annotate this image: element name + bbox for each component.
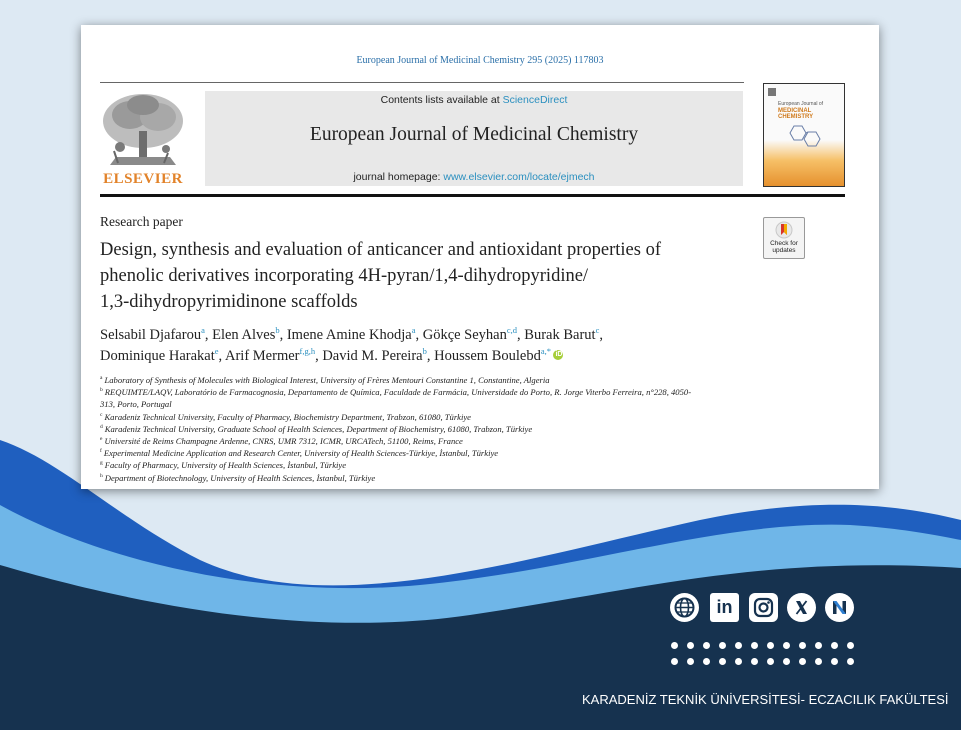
cover-molecule-icon bbox=[784, 122, 828, 152]
affiliation-c bbox=[100, 411, 745, 423]
elsevier-wordmark: ELSEVIER bbox=[103, 171, 183, 187]
affiliation-text: Department of Biotechnology, University of Health Sciences, İstanbul, Türkiye bbox=[104, 472, 376, 483]
author-name[interactable]: Burak Barut bbox=[524, 327, 596, 343]
decorative-dot bbox=[719, 642, 726, 649]
affiliation-mark: f bbox=[100, 448, 102, 455]
affiliation-text: Laboratory of Synthesis of Molecules with Biological Interest, University of Frères Mentouri Constantine 1, Constantine, Algeria bbox=[104, 375, 550, 385]
instagram-icon[interactable] bbox=[749, 593, 778, 622]
author-separator: , bbox=[218, 348, 225, 364]
author-affiliation-mark[interactable]: c bbox=[595, 325, 600, 335]
affiliation-mark: c bbox=[100, 411, 103, 418]
title-line: Design, synthesis and evaluation of anticancer and antioxidant properties of bbox=[100, 240, 661, 260]
x-icon[interactable] bbox=[787, 593, 816, 622]
author-name[interactable]: Houssem Boulebd bbox=[434, 348, 541, 364]
journal-masthead bbox=[205, 91, 743, 186]
affiliation-mark: b bbox=[100, 387, 103, 394]
affiliation-mark: e bbox=[100, 436, 103, 443]
author-name[interactable]: Imene Amine Khodja bbox=[286, 327, 412, 343]
author-separator: , bbox=[279, 327, 287, 343]
affiliation-text: 313, Porto, Portugal bbox=[100, 399, 172, 410]
author-name[interactable]: Dominique Harakat bbox=[100, 348, 215, 364]
author-separator: , bbox=[599, 327, 603, 343]
decorative-dot bbox=[751, 642, 758, 649]
contents-prefix: Contents lists available at bbox=[380, 94, 503, 106]
author-affiliation-mark[interactable]: f,g,h bbox=[299, 346, 316, 356]
decorative-dot bbox=[767, 658, 774, 665]
decorative-dot bbox=[783, 642, 790, 649]
author-name[interactable]: Selsabil Djafarou bbox=[100, 327, 202, 343]
author-affiliation-mark[interactable]: c,d bbox=[506, 325, 518, 335]
author-name[interactable]: Gökçe Seyhan bbox=[422, 327, 507, 343]
contents-line bbox=[205, 94, 743, 106]
homepage-prefix: journal homepage: bbox=[353, 171, 444, 183]
orcid-icon[interactable]: iD bbox=[553, 350, 563, 360]
badge-label: Check for updates bbox=[770, 240, 798, 254]
author-affiliation-mark[interactable]: a,* bbox=[540, 346, 551, 356]
journal-homepage-link[interactable]: www.elsevier.com/locate/ejmech bbox=[443, 171, 595, 183]
decorative-dot bbox=[799, 642, 806, 649]
journal-name: European Journal of Medicinal Chemistry bbox=[309, 124, 639, 145]
cover-small-text: European Journal of bbox=[778, 101, 824, 107]
decorative-dot bbox=[719, 658, 726, 665]
decorative-dot bbox=[847, 642, 854, 649]
author-affiliation-mark[interactable]: b bbox=[275, 325, 280, 335]
author-affiliation-mark[interactable]: b bbox=[422, 346, 427, 356]
decorative-dot bbox=[783, 658, 790, 665]
globe-icon[interactable] bbox=[670, 593, 699, 622]
decorative-dot bbox=[815, 642, 822, 649]
affiliation-text: Karadeniz Technical University, Graduate School of Health Sciences, Department of Biochemistry, 61080, Trabzon, Türkiye bbox=[104, 423, 533, 434]
institution-footer: KARADENİZ TEKNİK ÜNİVERSİTESİ- ECZACILIK FAKÜLTESİ bbox=[582, 692, 949, 707]
affiliation-b-cont bbox=[100, 398, 745, 410]
elsevier-logo bbox=[100, 91, 186, 189]
affiliation-mark: a bbox=[100, 375, 103, 381]
affiliation-mark: g bbox=[100, 460, 103, 467]
decorative-dot bbox=[735, 658, 742, 665]
homepage-line bbox=[205, 171, 743, 183]
affiliation-text: REQUIMTE/LAQV, Laboratório de Farmacognosia, Departamento de Química, Faculdade de Farmácia, Universidade do Porto, R. Jorge Viterbo Ferreira, n°228, 4050- bbox=[104, 387, 692, 398]
affiliations bbox=[100, 374, 745, 484]
decorative-dot bbox=[703, 642, 710, 649]
decorative-dot bbox=[687, 658, 694, 665]
affiliation-mark: h bbox=[100, 472, 103, 479]
decorative-dot bbox=[735, 642, 742, 649]
decorative-dot bbox=[799, 658, 806, 665]
affiliation-text: Experimental Medicine Application and Research Center, University of Health Sciences-Türkiye, İstanbul, Türkiye bbox=[103, 448, 499, 459]
author-separator: , bbox=[204, 327, 213, 343]
author-separator: , bbox=[517, 327, 525, 343]
author-affiliation-mark[interactable]: a bbox=[411, 325, 416, 335]
author-separator: , bbox=[415, 327, 423, 343]
affiliation-a bbox=[100, 374, 745, 386]
affiliation-e bbox=[100, 435, 745, 447]
elsevier-tree-icon bbox=[100, 91, 186, 169]
affiliation-text: Faculty of Pharmacy, University of Health Sciences, İstanbul, Türkiye bbox=[104, 460, 347, 471]
author-affiliation-mark[interactable]: e bbox=[214, 346, 219, 356]
affiliation-text: Université de Reims Champagne Ardenne, CNRS, UMR 7312, ICMR, URCATech, 51100, Reims, France bbox=[104, 436, 463, 447]
masthead-rule bbox=[100, 194, 845, 197]
affiliation-text: Karadeniz Technical University, Faculty of Pharmacy, Biochemistry Department, Trabzon, 61080, Türkiye bbox=[104, 411, 471, 422]
decorative-dot bbox=[703, 658, 710, 665]
author-list bbox=[100, 325, 750, 367]
decorative-dot bbox=[831, 642, 838, 649]
author-line bbox=[100, 325, 750, 346]
decorative-dot bbox=[671, 642, 678, 649]
author-line bbox=[100, 346, 750, 367]
author-separator: , bbox=[426, 348, 435, 364]
journal-reference[interactable]: European Journal of Medicinal Chemistry 295 (2025) 117803 bbox=[356, 55, 604, 66]
author-affiliation-mark[interactable]: a bbox=[201, 325, 205, 335]
journal-cover-thumbnail[interactable] bbox=[763, 83, 845, 187]
decorative-dots bbox=[671, 642, 861, 672]
affiliation-d bbox=[100, 423, 745, 435]
affiliation-g bbox=[100, 459, 745, 471]
affiliation-f bbox=[100, 447, 745, 459]
cover-publisher-icon bbox=[768, 88, 776, 96]
author-name[interactable]: David M. Pereira bbox=[322, 348, 423, 364]
linkedin-icon[interactable] bbox=[710, 593, 739, 622]
title-line: 1,3-dihydropyrimidinone scaffolds bbox=[100, 292, 358, 312]
decorative-dot bbox=[847, 658, 854, 665]
cover-title: MEDICINAL CHEMISTRY bbox=[778, 108, 814, 120]
decorative-dot bbox=[767, 642, 774, 649]
author-separator: , bbox=[315, 348, 323, 364]
paper-first-page bbox=[81, 25, 879, 489]
affiliation-b bbox=[100, 386, 745, 398]
author-name[interactable]: Arif Mermer bbox=[225, 348, 300, 364]
decorative-dot bbox=[831, 658, 838, 665]
sciencedirect-link[interactable]: ScienceDirect bbox=[502, 94, 568, 106]
decorative-dot bbox=[671, 658, 678, 665]
article-type: Research paper bbox=[100, 214, 183, 229]
decorative-dot bbox=[751, 658, 758, 665]
author-name[interactable]: Elen Alves bbox=[212, 327, 276, 343]
social-links bbox=[670, 593, 856, 623]
decorative-dot bbox=[815, 658, 822, 665]
nsosyal-icon[interactable] bbox=[825, 593, 854, 622]
title-line: phenolic derivatives incorporating 4H-pyran/1,4-dihydropyridine/ bbox=[100, 266, 589, 286]
bookmark-icon bbox=[775, 221, 793, 239]
check-for-updates-badge[interactable] bbox=[763, 217, 805, 259]
affiliation-h bbox=[100, 472, 745, 484]
paper-title bbox=[100, 237, 750, 315]
affiliation-mark: d bbox=[100, 423, 103, 430]
decorative-dot bbox=[687, 642, 694, 649]
header-rule bbox=[100, 82, 744, 83]
linkedin-label: in bbox=[716, 597, 733, 617]
